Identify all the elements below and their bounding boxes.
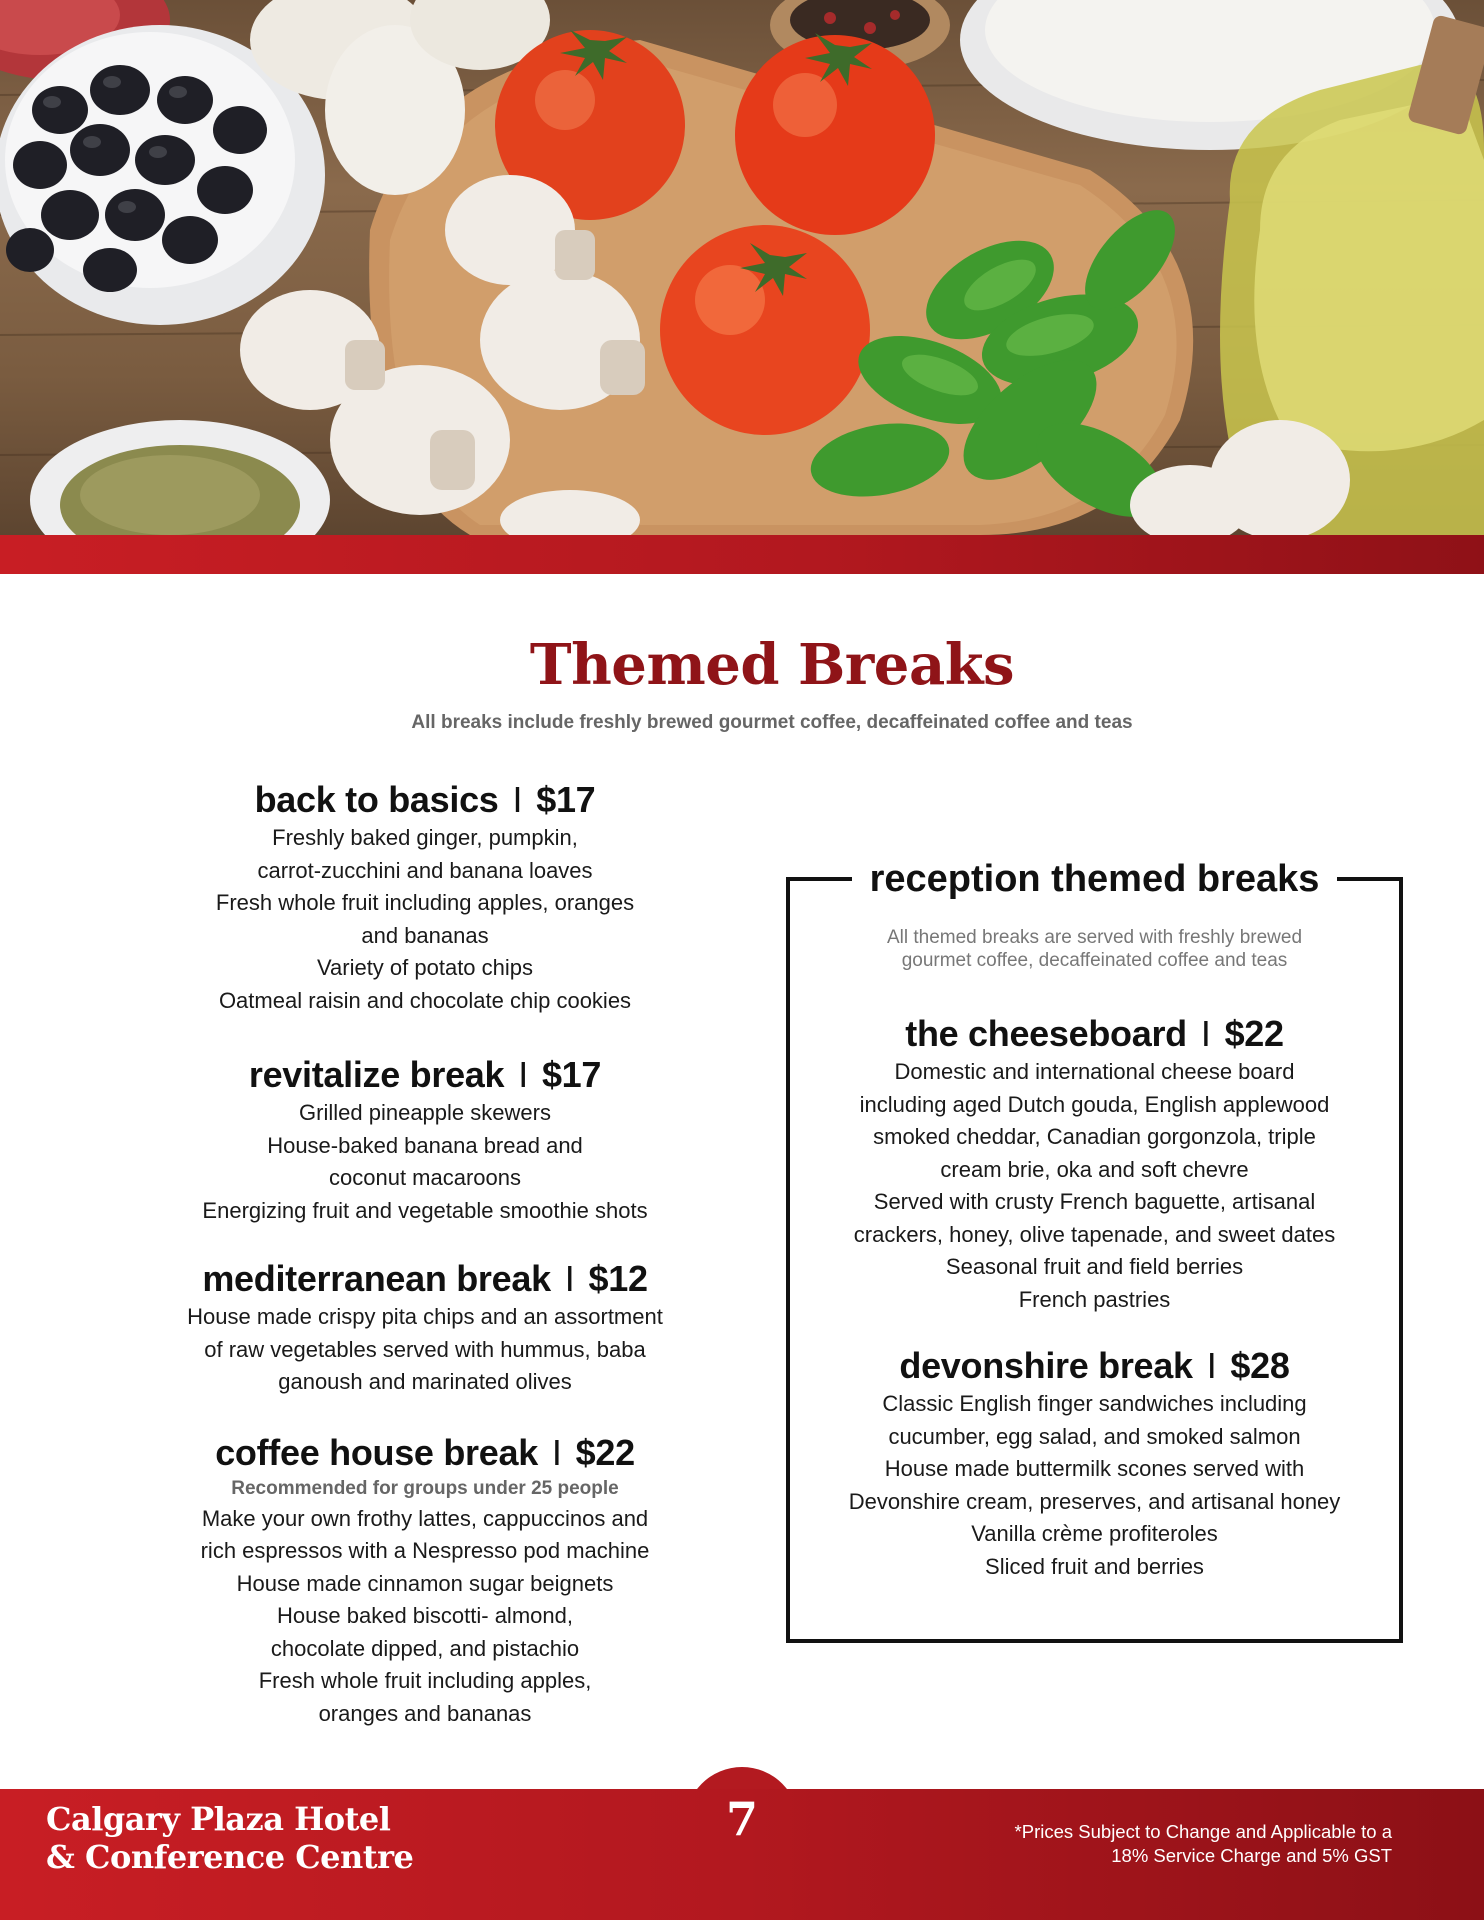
reception-themed-breaks-box — [786, 858, 1403, 1643]
menu-item: cucumber, egg salad, and smoked salmon — [888, 1423, 1301, 1449]
section-name: the cheeseboard — [905, 1013, 1187, 1054]
header-red-band — [0, 535, 1484, 574]
menu-section-back-to-basics — [130, 778, 720, 1017]
menu-item: Make your own frothy lattes, cappuccinos and — [201, 1505, 649, 1531]
menu-item: French pastries — [1018, 1286, 1171, 1312]
menu-item: Freshly baked ginger, pumpkin, — [272, 825, 578, 850]
hero-food-photo — [0, 0, 1484, 535]
menu-item: chocolate dipped, and pistachio — [270, 1635, 580, 1661]
section-price: $17 — [541, 1054, 602, 1095]
menu-item: Served with crusty French baguette, artisanal — [873, 1189, 1316, 1214]
section-price: $22 — [1224, 1013, 1284, 1054]
reception-box-note: All themed breaks are served with freshly brewed gourmet coffee, decaffeinated coffee and teas — [886, 927, 1303, 971]
page-number: 7 — [725, 1792, 758, 1846]
menu-item: ganoush and marinated olives — [278, 1369, 572, 1394]
hotel-brand — [46, 1800, 413, 1876]
section-title — [130, 1431, 720, 1475]
section-name: coffee house break — [215, 1431, 538, 1473]
food-ingredients-illustration — [0, 0, 1484, 535]
page-title: Themed Breaks — [529, 632, 1015, 698]
brand-line-2: & Conference Centre — [46, 1838, 414, 1876]
menu-item: House-baked banana bread and — [267, 1132, 583, 1158]
menu-item: Variety of potato chips — [316, 955, 534, 980]
menu-item: including aged Dutch gouda, English applewood — [859, 1091, 1330, 1117]
price-disclaimer — [1015, 1820, 1392, 1868]
section-price: $12 — [588, 1258, 648, 1299]
menu-item: crackers, honey, olive tapenade, and sweet dates — [853, 1221, 1336, 1247]
menu-section-devonshire-break — [790, 1344, 1399, 1583]
section-name: back to basics — [254, 779, 499, 820]
section-title — [130, 1053, 720, 1097]
disclaimer-line-2: 18% Service Charge and 5% GST — [1111, 1845, 1392, 1866]
menu-item: oranges and bananas — [318, 1700, 532, 1726]
section-name: revitalize break — [248, 1054, 505, 1095]
brand-line-1: Calgary Plaza Hotel — [46, 1800, 391, 1838]
menu-item: Oatmeal raisin and chocolate chip cookies — [218, 987, 632, 1013]
left-menu-column — [130, 778, 720, 1730]
menu-item: Grilled pineapple skewers — [299, 1100, 551, 1125]
menu-item: House made cinnamon sugar beignets — [236, 1570, 614, 1596]
separator: I — [1206, 1345, 1217, 1386]
menu-item: smoked cheddar, Canadian gorgonzola, triple — [873, 1124, 1316, 1149]
section-price: $22 — [575, 1431, 635, 1473]
menu-item: House made crispy pita chips and an assortment — [187, 1304, 663, 1329]
menu-item: Fresh whole fruit including apples, oranges — [215, 890, 635, 915]
menu-item: carrot-zucchini and banana loaves — [257, 857, 593, 883]
separator: I — [564, 1258, 575, 1299]
separator: I — [1200, 1013, 1211, 1054]
menu-item: House baked biscotti- almond, — [277, 1603, 573, 1628]
menu-item: of raw vegetables served with hummus, baba — [204, 1336, 646, 1362]
reception-box-title: reception themed breaks — [852, 853, 1338, 905]
section-title — [130, 1257, 720, 1301]
menu-section-coffee-house-break — [130, 1431, 720, 1731]
separator: I — [551, 1431, 562, 1473]
menu-item: House made buttermilk scones served with — [884, 1456, 1305, 1481]
section-name: mediterranean break — [202, 1258, 551, 1299]
page-subtitle: All breaks include freshly brewed gourmet coffee, decaffeinated coffee and teas — [411, 712, 1133, 733]
menu-item: cream brie, oka and soft chevre — [940, 1156, 1249, 1182]
section-title — [130, 778, 720, 822]
section-price: $17 — [536, 779, 596, 820]
menu-item: Seasonal fruit and field berries — [945, 1254, 1244, 1279]
menu-item: Fresh whole fruit including apples, — [258, 1668, 592, 1693]
menu-item: coconut macaroons — [329, 1165, 521, 1190]
menu-item: Energizing fruit and vegetable smoothie shots — [202, 1197, 648, 1223]
menu-item: Devonshire cream, preserves, and artisanal honey — [848, 1488, 1341, 1514]
separator: I — [512, 779, 523, 820]
section-title — [790, 1344, 1399, 1388]
menu-item: and bananas — [361, 922, 489, 948]
separator: I — [518, 1054, 528, 1095]
section-name: devonshire break — [899, 1345, 1193, 1386]
section-title — [790, 1012, 1399, 1056]
menu-item: Domestic and international cheese board — [894, 1059, 1295, 1084]
disclaimer-line-1: *Prices Subject to Change and Applicable to a — [1014, 1821, 1392, 1842]
menu-section-revitalize-break — [130, 1053, 720, 1227]
section-note: Recommended for groups under 25 people — [231, 1477, 619, 1499]
menu-item: Sliced fruit and berries — [985, 1553, 1204, 1579]
menu-item: rich espressos with a Nespresso pod machine — [200, 1538, 650, 1563]
menu-section-mediterranean-break — [130, 1257, 720, 1399]
menu-item: Classic English finger sandwiches including — [882, 1391, 1307, 1416]
menu-item: Vanilla crème profiteroles — [971, 1521, 1218, 1546]
section-price: $28 — [1230, 1345, 1290, 1386]
menu-section-the-cheeseboard — [790, 1012, 1399, 1316]
